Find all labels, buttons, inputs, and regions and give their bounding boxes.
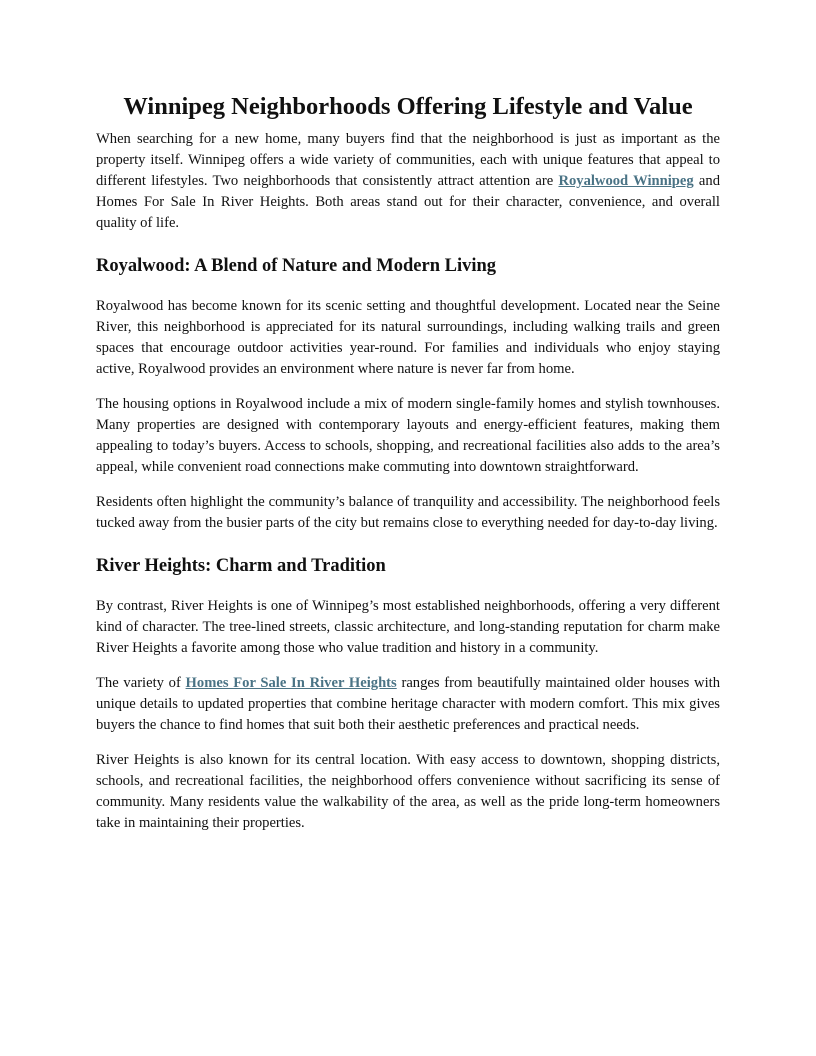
royalwood-paragraph-1: Royalwood has become known for its scenic setting and thoughtful development. Located near the Seine River, this neighborhood is appreciated for its natural surroundings, including walking trails and green spaces that encourage outdoor activities year-round. For families and individuals who enjoy staying active, Royalwood provides an environment where nature is never far from home. xyxy=(96,298,720,377)
royalwood-winnipeg-link[interactable]: Royalwood Winnipeg xyxy=(558,173,694,189)
river-heights-p2-text-after-link: ranges from beautifully maintained older houses with unique details to updated properties that combine heritage character with modern comfort. This mix gives buyers the chance to find homes that suit both their aesthetic preferences and practical needs. xyxy=(96,675,720,733)
royalwood-paragraph-2: The housing options in Royalwood include a mix of modern single-family homes and stylish townhouses. Many properties are designed with contemporary layouts and energy-efficient features, making them appealing to today’s buyers. Access to schools, shopping, and recreational facilities also adds to the area’s appeal, while convenient road connections make commuting into downtown straightforward. xyxy=(96,396,720,475)
intro-paragraph xyxy=(96,129,720,234)
intro-text-before-link: When searching for a new home, many buyers find that the neighborhood is just as important as the property itself. Winnipeg offers a wide variety of communities, each with unique features that appeal to different lifestyles. Two neighborhoods that consistently attract attention are xyxy=(96,131,720,189)
homes-for-sale-river-heights-link[interactable]: Homes For Sale In River Heights xyxy=(185,675,397,691)
river-heights-paragraph-3: River Heights is also known for its central location. With easy access to downtown, shopping districts, schools, and recreational facilities, the neighborhood offers convenience without sacrificing its sense of community. Many residents value the walkability of the area, as well as the pride long-term homeowners take in maintaining their properties. xyxy=(96,752,720,831)
river-heights-paragraph-1: By contrast, River Heights is one of Winnipeg’s most established neighborhoods, offering a very different kind of character. The tree-lined streets, classic architecture, and long-standing reputation for charm make River Heights a favorite among those who value tradition and history in a community. xyxy=(96,598,720,656)
document-page xyxy=(96,92,720,834)
royalwood-heading: Royalwood: A Blend of Nature and Modern Living xyxy=(96,256,497,276)
royalwood-paragraph-3: Residents often highlight the community’s balance of tranquility and accessibility. The neighborhood feels tucked away from the busier parts of the city but remains close to everything needed for day-to-day living. xyxy=(96,494,720,531)
river-heights-heading: River Heights: Charm and Tradition xyxy=(96,556,386,576)
intro-text-after-link: and Homes For Sale In River Heights. Both areas stand out for their character, convenience, and overall quality of life. xyxy=(96,173,720,231)
river-heights-p2-text-before-link: The variety of xyxy=(96,675,186,691)
page-title: Winnipeg Neighborhoods Offering Lifestyle and Value xyxy=(123,93,693,120)
river-heights-paragraph-2 xyxy=(96,673,720,736)
